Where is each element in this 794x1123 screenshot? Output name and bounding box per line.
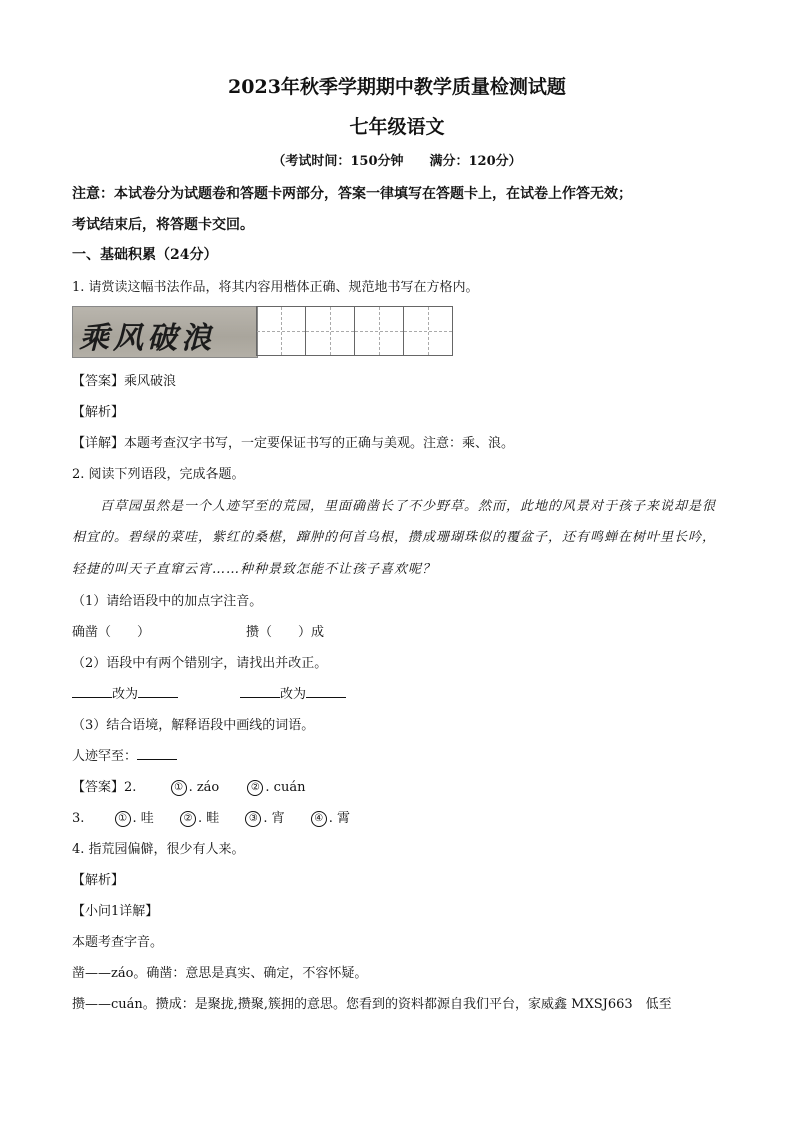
grid-cell[interactable] (404, 306, 453, 356)
sub1-blank-a: 确凿（ ） (72, 625, 151, 640)
answer-text: 乘风破浪 (124, 374, 177, 389)
passage-line-2: 相宜的。碧绿的菜哇，紫红的桑椹，蹿肿的何首乌根，攒成珊瑚珠似的覆盆子，还有鸣蝉在树叶里长吟， (72, 530, 717, 545)
sub2-blank-1 (72, 683, 178, 702)
circle-num: ① (171, 780, 187, 796)
blank-line[interactable] (138, 685, 178, 698)
detail-tag: 【详解】 (72, 436, 125, 451)
answer-num: 2. (124, 780, 137, 795)
q2-analysis-tag: 【解析】 (72, 873, 125, 888)
answer-item: . 霄 (328, 811, 351, 826)
detail-text: 本题考查汉字书写，一定要保证书写的正确与美观。注意：乘、浪。 (124, 436, 515, 451)
q1-detail (72, 432, 514, 451)
circle-num: ④ (311, 811, 327, 827)
q1-answer (72, 370, 176, 389)
q2-sub1: （1）请给语段中的加点字注音。 (72, 594, 263, 609)
exam-info: （考试时间：150分钟 满分：120分） (272, 154, 522, 169)
blank-line[interactable] (72, 685, 112, 698)
writing-grid (256, 306, 453, 356)
small-q-tag: 【小问1详解】 (72, 904, 159, 919)
q3-answer-line (72, 807, 350, 827)
grid-cell[interactable] (306, 306, 355, 356)
q4-answer: 4. 指荒园偏僻，很少有人来。 (72, 842, 245, 857)
answer-item: . cuán (265, 780, 306, 795)
answer-tag: 【答案】 (72, 374, 125, 389)
circle-num: ③ (245, 811, 261, 827)
answer-num: 3. (72, 811, 85, 826)
page-title: 2023年秋季学期期中教学质量检测试题 (228, 76, 566, 98)
section-heading: 一、基础积累（24分） (72, 247, 218, 263)
blank-line[interactable] (137, 747, 177, 760)
answer-tag: 【答案】 (72, 780, 125, 795)
answer-item: . záo (188, 780, 220, 795)
blank-label: 改为 (280, 687, 307, 702)
answer-item: . 宵 (263, 811, 285, 826)
blank-label: 改为 (112, 687, 139, 702)
sub1-blank-b: 攒（ ）成 (246, 625, 325, 640)
q2-sub3: （3）结合语境，解释语段中画线的词语。 (72, 718, 315, 733)
blank-line[interactable] (306, 685, 346, 698)
circle-num: ② (180, 811, 196, 827)
q2-sub2: （2）语段中有两个错别字，请找出并改正。 (72, 656, 328, 671)
calligraphy-image (72, 306, 258, 358)
notice-line-2: 考试结束后，将答题卡交回。 (72, 217, 254, 233)
q2-text: 2. 阅读下列语段，完成各题。 (72, 467, 245, 482)
passage-line-3: 轻捷的叫天子直窜云宵……种种景致怎能不让孩子喜欢呢？ (72, 562, 437, 577)
q1-analysis-tag: 【解析】 (72, 405, 125, 420)
passage-line-1: 百草园虽然是一个人迹罕至的荒园，里面确凿长了不少野草。然而，此地的风景对于孩子来说却是很 (100, 499, 717, 514)
grid-cell[interactable] (256, 306, 306, 356)
word-label: 人迹罕至： (72, 749, 138, 764)
answer-item: . 畦 (197, 811, 220, 826)
answer-item: . 哇 (132, 811, 154, 826)
page-subtitle: 七年级语文 (349, 116, 445, 138)
detail-line-2: 凿——záo。确凿：意思是真实、确定，不容怀疑。 (72, 966, 368, 981)
blank-line[interactable] (240, 685, 280, 698)
sub2-blank-2 (240, 683, 346, 702)
q2-answer-line (72, 776, 305, 796)
calligraphy-text: 乘风破浪 (79, 321, 215, 356)
sub3-word (72, 745, 177, 764)
grid-cell[interactable] (355, 306, 404, 356)
circle-num: ② (247, 780, 263, 796)
circle-num: ① (115, 811, 131, 827)
notice-line-1: 注意：本试卷分为试题卷和答题卡两部分，答案一律填写在答题卡上，在试卷上作答无效； (72, 186, 632, 202)
q1-text: 1. 请赏读这幅书法作品，将其内容用楷体正确、规范地书写在方格内。 (72, 280, 479, 295)
detail-line-3: 攒——cuán。攒成：是聚拢,攒聚,簇拥的意思。您看到的资料都源自我们平台，家威鑫 MXSJ663 低至 (72, 997, 672, 1012)
detail-line-1: 本题考查字音。 (72, 935, 164, 950)
